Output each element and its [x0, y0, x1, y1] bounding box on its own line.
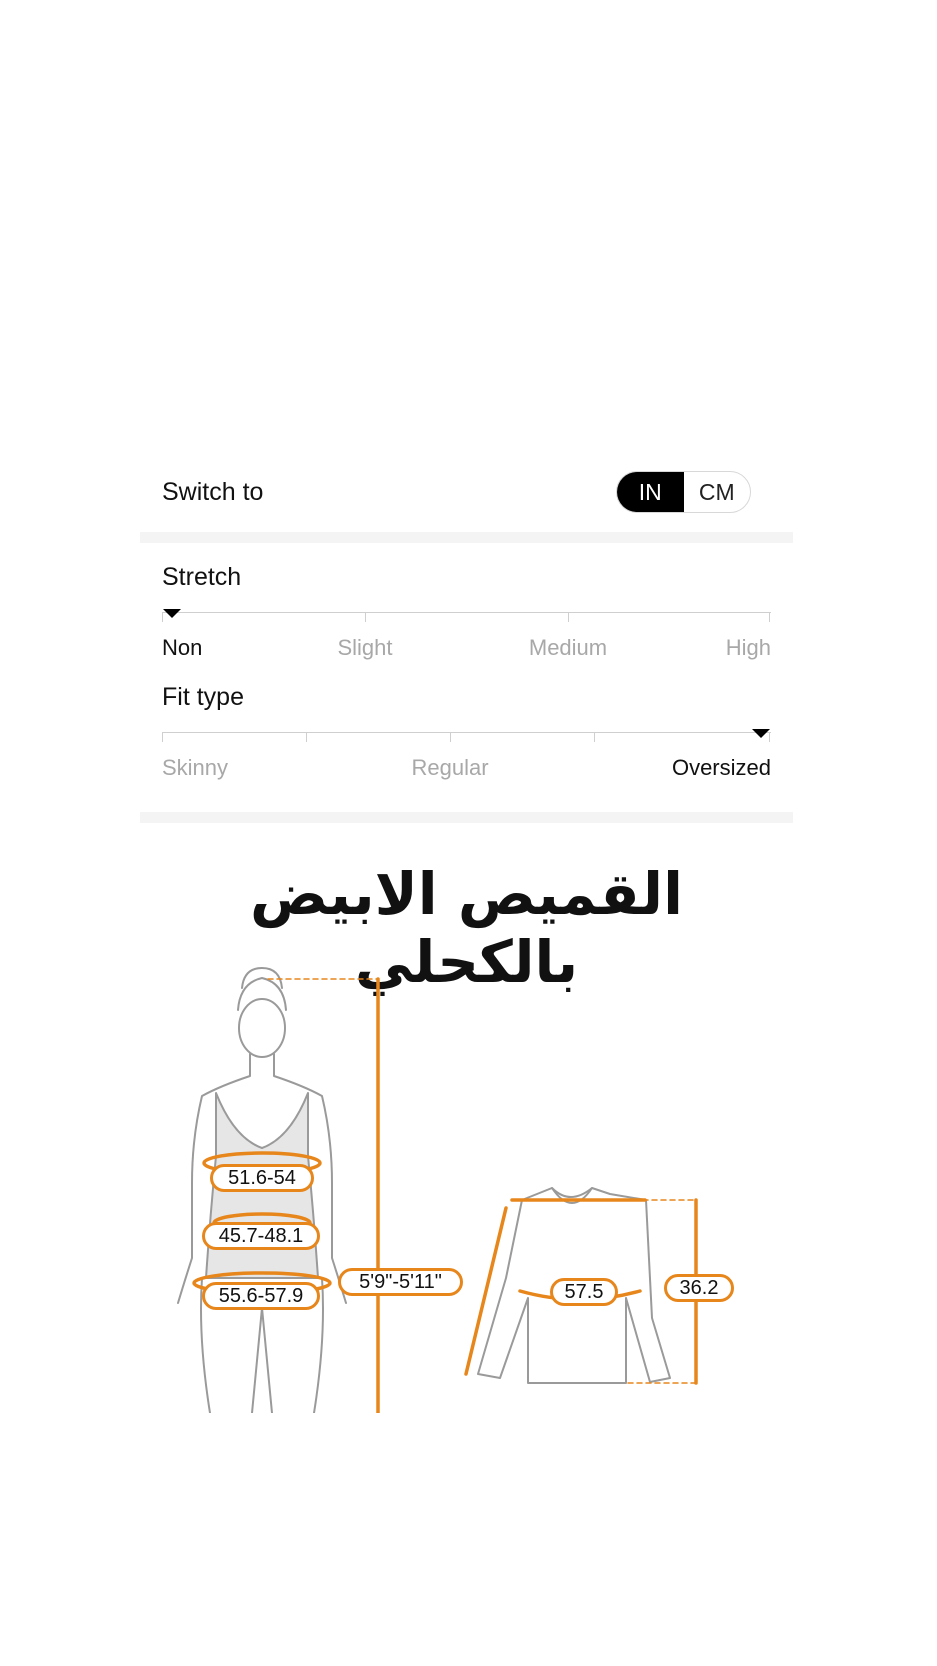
stretch-level-non: Non — [162, 635, 203, 660]
waist-measurement: 45.7-48.1 — [202, 1222, 320, 1250]
fit-labels — [162, 755, 771, 783]
size-panel — [140, 450, 793, 823]
fit-type-title: Fit type — [162, 683, 244, 711]
unit-switch-row — [140, 450, 793, 532]
stretch-level-slight: Slight — [337, 635, 393, 660]
height-measurement: 5'9"-5'11" — [338, 1268, 463, 1296]
stretch-labels — [162, 635, 771, 663]
product-name-heading: القميص الابيض بالكحلي — [250, 860, 683, 996]
unit-option-in[interactable]: IN — [617, 472, 684, 512]
stretch-level-high: High — [725, 635, 771, 660]
bust-measurement: 51.6-54 — [210, 1164, 314, 1192]
stretch-title: Stretch — [162, 563, 242, 591]
fit-info-card — [140, 543, 793, 812]
stretch-level-medium: Medium — [528, 635, 608, 660]
fit-level-oversized: Oversized — [671, 755, 771, 780]
chest-measurement: 57.5 — [550, 1278, 618, 1306]
length-measurement: 36.2 — [664, 1274, 734, 1302]
fit-marker — [752, 729, 770, 738]
body-head — [239, 999, 285, 1057]
fit-level-regular: Regular — [411, 755, 489, 780]
fit-scale — [162, 725, 771, 755]
unit-option-cm[interactable]: CM — [698, 478, 735, 505]
measurement-illustration — [140, 838, 793, 1413]
stretch-marker — [163, 609, 181, 618]
unit-toggle[interactable] — [616, 471, 751, 513]
switch-label: Switch to — [162, 478, 264, 506]
fit-level-skinny: Skinny — [162, 755, 229, 780]
stretch-scale — [162, 605, 771, 635]
size-chart-image — [140, 838, 793, 1413]
hip-measurement: 55.6-57.9 — [202, 1282, 320, 1310]
